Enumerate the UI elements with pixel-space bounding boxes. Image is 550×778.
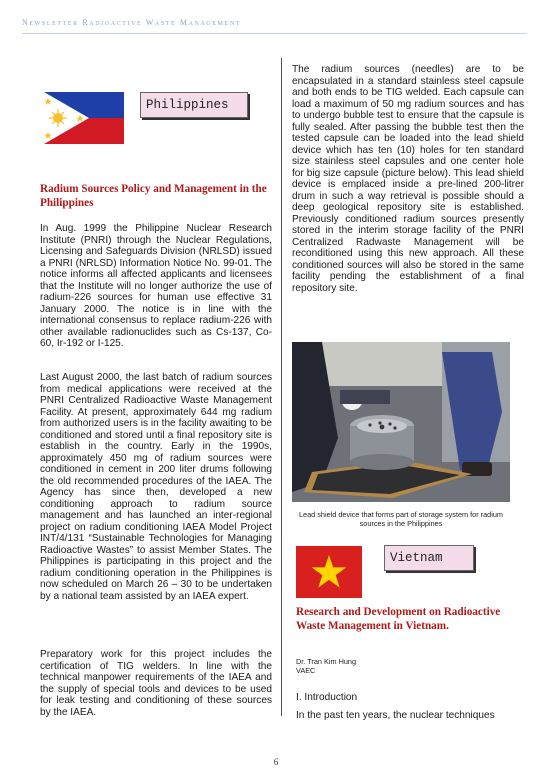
philippines-flag-icon: [44, 92, 124, 144]
vietnam-flag-icon: [296, 546, 362, 598]
paragraph: In the past ten years, the nuclear techniques: [296, 710, 495, 721]
author-block: [296, 657, 356, 675]
author-name: Dr. Tran Kim Hung: [296, 657, 357, 666]
author-organization: VAEC: [296, 666, 316, 675]
header-rule: [22, 33, 527, 34]
paragraph: Last August 2000, the last batch of radium sources from medical applications were received at the PNRI Centralized Radioactive Waste Management Facility. At present, approximately 644 mg radium from authorized users is in the facility awaiting to be conditioned and stored until a final repository site is establish in the country. Early in the 1990s, approximately 450 mg of radium sources were conditioned in cement in 200 liter drums following the old recommended procedures of the IAEA. The Agency has since then, developed a new conditioning approach to radium source management and has launched an inter-regional project on radium conditioning IAEA Model Project INT/4/131 “Sustainable Technologies for Managing Radioactive Wastes” to assist Member States. The Philippines is participating in this project and the radium conditioning operation in the Philippines is now scheduled on March 26 – 30 to be undertaken by a national team assisted by an IAEA expert.: [40, 372, 272, 602]
page-number: 6: [273, 757, 279, 767]
photo-caption: Lead shield device that forms part of storage system for radium sources in the Philippines: [298, 510, 503, 528]
country-tag-philippines: Philippines: [140, 92, 248, 118]
section-heading: I. Introduction: [296, 692, 358, 703]
column-divider: [281, 58, 282, 716]
running-header: Newsletter Radioactive Waste Management: [22, 18, 242, 27]
paragraph: The radium sources (needles) are to be encapsulated in a standard stainless steel capsule and both ends to be TIG welded. Each capsule can load a maximum of 50 mg radium sources and has to undergo bubble test to ensure that the capsule is fully sealed. After passing the bubble test then the tested capsule can be loaded into the lead shield device which has ten (10) holes for ten standard size stainless steel capsules and one center hole for big size capsule (picture below). This lead shield device is emplaced inside a pre-lined 200-litrer drum in such a way retrieval is possible should a deep geological repository site is established. Previously conditioned radium sources presently stored in the interim storage facility of the PNRI Centralized Radwaste Management will be reconditioned using this new approach. All these conditioned sources will also be stored in the same facility pending the establishment of a final repository site.: [292, 64, 524, 294]
article-title-vietnam: Research and Development on Radioactive Waste Management in Vietnam.: [296, 606, 501, 632]
paragraph: Preparatory work for this project includes the certification of TIG welders. In line with the technical manpower requirements of the IAEA and the supply of special tools and devices to be used for leak testing and conditioning of these sources by the IAEA.: [40, 649, 272, 718]
country-tag-vietnam: Vietnam: [384, 545, 474, 571]
lead-shield-device-photo: [292, 342, 510, 502]
article-title-philippines: Radium Sources Policy and Management in the Philippines: [40, 183, 267, 209]
paragraph: In Aug. 1999 the Philippine Nuclear Research Institute (PNRI) through the Nuclear Regulations, Licensing and Safeguards Division (NRLSD) issued a PNRI (NRLSD) Information Notice No. 99-01. The notice informs all affected applicants and licensees that the Institute will no longer authorize the use of radium-226 sources for human use effective 31 January 2000. The notice is in line with the international consensus to replace radium-226 with other available radionuclides such as Cs-137, Co-60, Ir-192 or I-125.: [40, 223, 272, 349]
